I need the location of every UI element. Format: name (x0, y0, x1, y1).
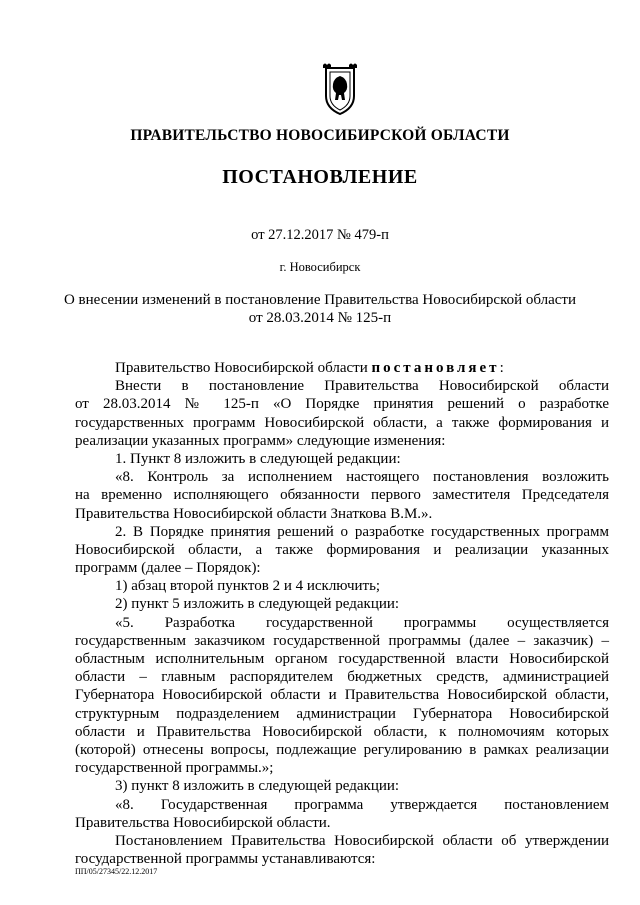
body-line: областным исполнительным органом государственной власти Новосибирской (75, 651, 609, 667)
body-line: от 28.03.2014 № 125-п «О Порядке принятия решений о разработке (75, 396, 609, 413)
organization-title: ПРАВИТЕЛЬСТВО НОВОСИБИРСКОЙ ОБЛАСТИ (130, 127, 510, 144)
document-type: ПОСТАНОВЛЕНИЕ (222, 166, 418, 188)
intro-prefix: Правительство Новосибирской области (115, 360, 372, 376)
body-line: «5. Разработка государственной программы осуществляется (115, 614, 609, 631)
body-line: государственной программы.»; (75, 760, 274, 777)
body-line: Внести в постановление Правительства Новосибирской области (115, 378, 609, 395)
document-body (75, 359, 609, 868)
body-line: 1) абзац второй пунктов 2 и 4 исключить; (115, 578, 381, 595)
intro-suffix: : (499, 360, 504, 376)
body-line: на временно исполняющего обязанности первого заместителя Председателя (75, 487, 609, 504)
coat-of-arms-emblem (318, 62, 362, 116)
body-line: Губернатора Новосибирской области и Правительства Новосибирской области, (75, 687, 609, 704)
body-line: «8. Контроль за исполнением настоящего постановления возложить (115, 469, 609, 486)
date-number: от 27.12.2017 № 479-п (251, 227, 389, 243)
body-line: реализации указанных программ» следующие изменения: (75, 432, 446, 449)
body-line: 3) пункт 8 изложить в следующей редакции: (115, 778, 400, 795)
body-line: 2. В Порядке принятия решений о разработке государственных программ (115, 523, 609, 540)
body-line: Правительства Новосибирской области Знаткова В.М.». (75, 505, 433, 522)
body-line: Новосибирской области, а также формирования и реализации указанных (75, 541, 609, 558)
intro-line (75, 359, 609, 377)
body-line: области – главным распорядителем бюджетных средств, администрацией (75, 669, 609, 686)
body-line: государственных программ Новосибирской области, а также формирования и (75, 414, 609, 431)
body-line: программ (далее – Порядок): (75, 560, 261, 577)
subject-line: от 28.03.2014 № 125-п (248, 310, 392, 326)
body-line: государственной программы устанавливаются: (75, 851, 376, 868)
document-footer-code: ПП/05/27345/22.12.2017 (75, 867, 158, 876)
body-line: 1. Пункт 8 изложить в следующей редакции: (115, 450, 401, 467)
city: г. Новосибирск (279, 260, 361, 274)
body-line: (которой) отнесены вопросы, подлежащие регулированию в рамках реализации (75, 741, 609, 758)
body-line: области и Правительства Новосибирской области, к полномочиям которых (75, 723, 609, 740)
body-line: Постановлением Правительства Новосибирской области об утверждении (115, 832, 609, 849)
subject-line: О внесении изменений в постановление Правительства Новосибирской области (63, 292, 577, 308)
body-line: структурным подразделением администрации Губернатора Новосибирской (75, 705, 609, 722)
document-subject (0, 291, 640, 327)
intro-spaced: постановляет (371, 360, 500, 376)
body-line: государственным заказчиком государственной программы (далее – заказчик) – (75, 632, 609, 649)
body-line: Правительства Новосибирской области. (75, 814, 331, 831)
body-line: «8. Государственная программа утверждается постановлением (115, 796, 609, 813)
body-line: 2) пункт 5 изложить в следующей редакции: (115, 596, 400, 613)
